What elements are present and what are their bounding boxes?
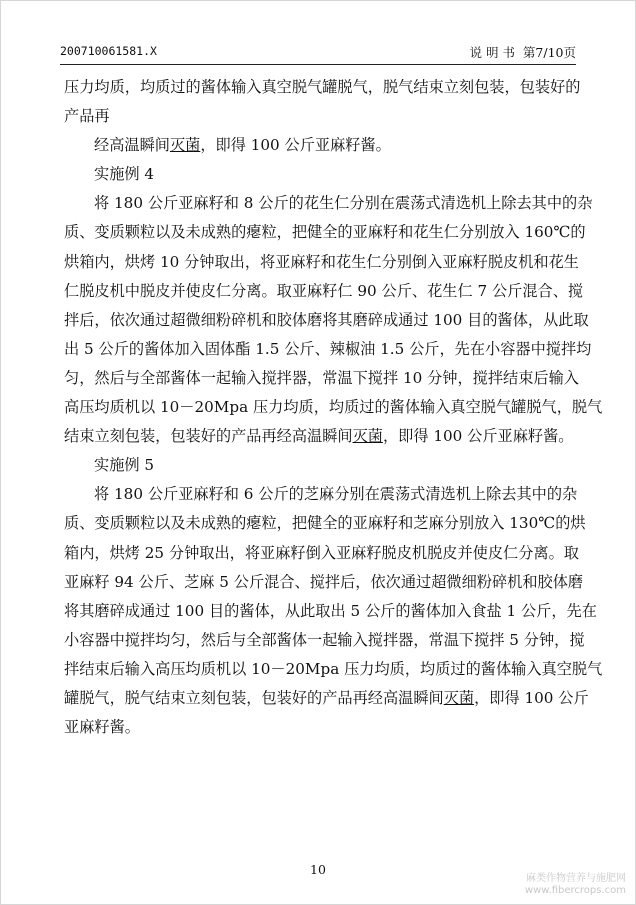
text-line: 实施例 5: [94, 456, 155, 475]
text-line: 高压均质机以 10－20Mpa 压力均质，均质过的酱体输入真空脱气罐脱气，脱气: [64, 398, 603, 417]
text-line: 匀，然后与全部酱体一起输入搅拌器，常温下搅拌 10 分钟，搅拌结束后输入: [64, 368, 579, 387]
underlined-term: 灭菌: [169, 136, 201, 155]
underlined-term: 灭菌: [443, 688, 475, 707]
header-section: [470, 43, 576, 61]
watermark-title: 麻类作物营养与施肥网: [526, 873, 626, 884]
text-line: 质、变质颗粒以及未成熟的瘪粒，把健全的亚麻籽和花生仁分别放入 160℃的: [64, 223, 586, 242]
text-line: 仁脱皮机中脱皮并使皮仁分离。取亚麻籽仁 90 公斤、花生仁 7 公斤混合、搅: [64, 281, 584, 300]
text-line: 烘箱内，烘烤 10 分钟取出，将亚麻籽和花生仁分别倒入亚麻籽脱皮机和花生: [64, 252, 579, 271]
text-line: 结束立刻包装，包装好的产品再经高温瞬间灭菌，即得 100 公斤亚麻籽酱。: [64, 427, 574, 446]
text-line: 将 180 公斤亚麻籽和 8 公斤的花生仁分别在震荡式清选机上除去其中的杂: [94, 194, 593, 213]
document-number: 200710061581.X: [60, 44, 157, 58]
text-line: 质、变质颗粒以及未成熟的瘪粒，把健全的亚麻籽和芝麻分别放入 130℃的烘: [64, 514, 586, 533]
underlined-term: 灭菌: [352, 427, 383, 446]
text-line: 小容器中搅拌均匀，然后与全部酱体一起输入搅拌器，常温下搅拌 5 分钟，搅: [64, 630, 585, 649]
text-line: 箱内，烘烤 25 分钟取出，将亚麻籽倒入亚麻籽脱皮机脱皮并使皮仁分离。取: [64, 543, 579, 562]
text-line: 压力均质，均质过的酱体输入真空脱气罐脱气，脱气结束立刻包装，包装好的: [64, 78, 581, 96]
watermark: [525, 873, 626, 897]
text-line: 亚麻籽酱。: [64, 718, 140, 737]
text-line: 产品再: [64, 107, 110, 126]
page-number: 10: [310, 862, 326, 877]
text-line: 罐脱气，脱气结束立刻包装，包装好的产品再经高温瞬间灭菌，即得 100 公斤: [64, 688, 589, 707]
text-line: 将 180 公斤亚麻籽和 6 公斤的芝麻分别在震荡式清选机上除去其中的杂: [94, 485, 578, 504]
section-title: 说 明 书: [469, 45, 515, 60]
body-text: [64, 73, 603, 742]
text-line: 经高温瞬间灭菌，即得 100 公斤亚麻籽酱。: [94, 136, 391, 155]
page-of: 第7/10页: [522, 45, 576, 60]
watermark-url: www.fibercrops.com: [524, 885, 626, 896]
text-line: 亚麻籽 94 公斤、芝麻 5 公斤混合、搅拌后，依次通过超微细粉碎机和胶体磨: [64, 572, 584, 591]
page-header: [60, 40, 576, 62]
text-line: 实施例 4: [94, 165, 155, 184]
text-line: 出 5 公斤的酱体加入固体酯 1.5 公斤、辣椒油 1.5 公斤，先在小容器中搅拌均: [64, 339, 592, 358]
text-line: 拌结束后输入高压均质机以 10－20Mpa 压力均质，均质过的酱体输入真空脱气: [64, 659, 603, 678]
header-rule: [60, 64, 576, 65]
text-line: 拌后，依次通过超微细粉碎机和胶体磨将其磨碎成通过 100 目的酱体，从此取: [64, 310, 589, 329]
text-line: 将其磨碎成通过 100 目的酱体，从此取出 5 公斤的酱体加入食盐 1 公斤，先在: [64, 601, 597, 620]
